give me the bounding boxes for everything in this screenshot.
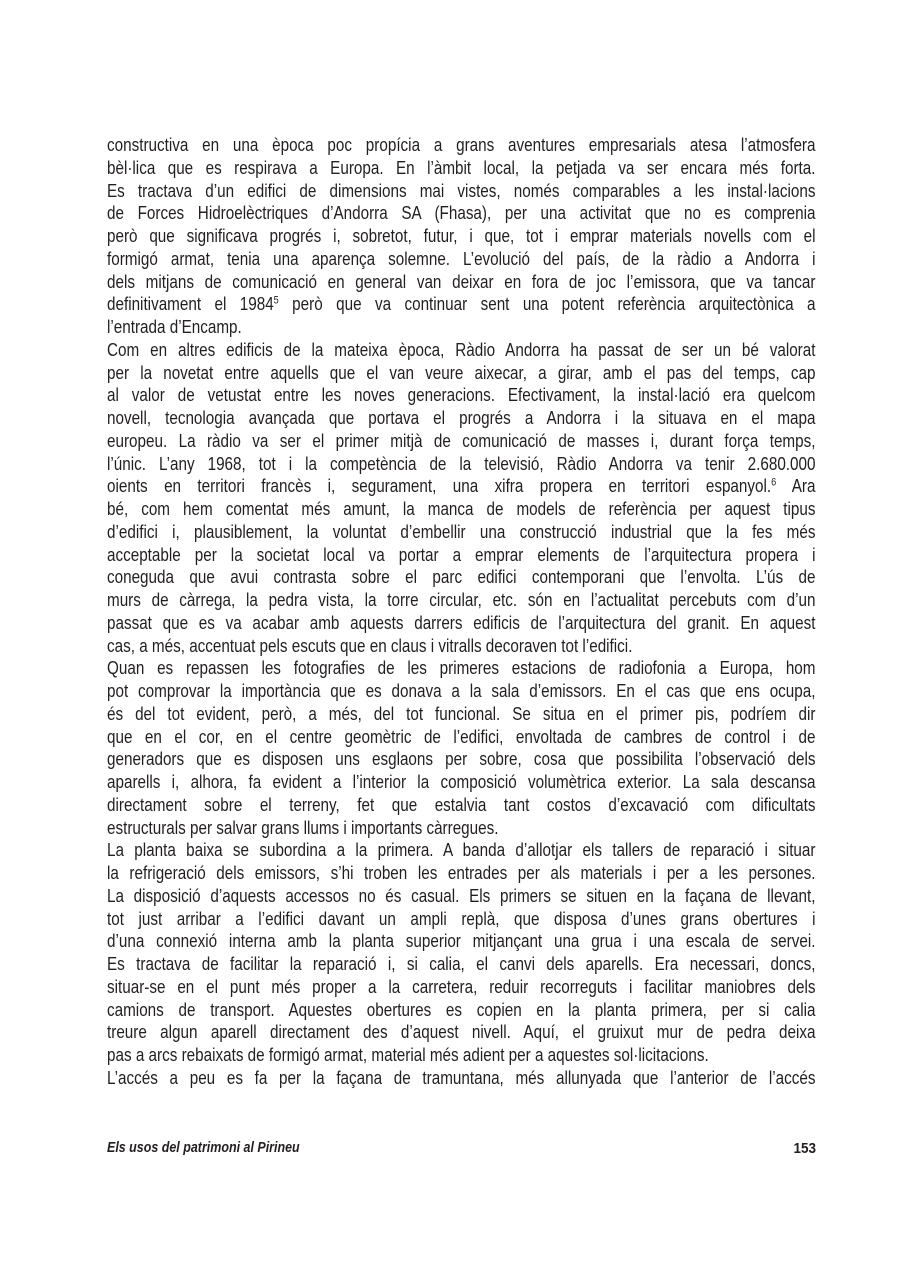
text-line-content: La planta baixa se subordina a la primera. A banda d’allotjar els tallers de reparació i situar: [107, 839, 816, 861]
page-number: 153: [793, 1140, 816, 1157]
text-line: [107, 453, 816, 476]
text-line-content: al valor de vetustat entre les noves generacions. Efectivament, la instal·lació era quelcom: [107, 384, 816, 406]
text-line-content: aparells i, alhora, fa evident a l’interior la composició volumètrica exterior. La sala descansa: [107, 771, 816, 792]
text-line: [107, 566, 816, 589]
text-line-content: cas, a més, accentuat pels escuts que en claus i vitralls decoraven tot l’edifici.: [107, 634, 633, 656]
text-line: [107, 384, 816, 407]
text-line-content: l’únic. L’any 1968, tot i la competència de la televisió, Ràdio Andorra va tenir 2.680.000: [107, 452, 816, 474]
text-line: [107, 953, 816, 976]
text-line-content: situar-se en el punt més proper a la carretera, reduir recorreguts i facilitar maniobres dels: [107, 975, 816, 997]
text-line: [107, 976, 816, 999]
text-line: [107, 908, 816, 931]
text-line: [107, 589, 816, 612]
text-line: [107, 885, 816, 908]
text-line: [107, 134, 816, 157]
text-line-content: pot comprovar la importància que es donava a la sala d’emissors. En el cas que ens ocupa,: [107, 680, 816, 701]
text-line-content: pas a arcs rebaixats de formigó armat, material més adient per a aquestes sol·licitacions.: [107, 1044, 709, 1065]
text-line: [107, 475, 816, 498]
text-line: [107, 180, 816, 203]
text-line-content: novell, tecnologia avançada que portava el progrés a Andorra i la situava en el mapa: [107, 407, 816, 428]
paragraph: [107, 839, 816, 1067]
text-line-content: definitivament el 1984$^5$ però que va continuar sent una potent referència arquitectònica a: [107, 293, 816, 315]
body-text: [107, 134, 816, 1090]
text-line: [107, 407, 816, 430]
text-line: [107, 657, 816, 680]
text-line-content: La disposició d’aquests accessos no és casual. Els primers se situen en la façana de llevant,: [107, 884, 816, 906]
text-line-content: europeu. La ràdio va ser el primer mitjà de comunicació de masses i, durant força temps,: [107, 429, 816, 451]
paragraph: [107, 339, 816, 658]
text-line-content: treure algun aparell directament des d’aquest nivell. Aquí, el gruixut mur de pedra deixa: [107, 1021, 816, 1043]
text-line-content: acceptable per la societat local va portar a emprar elements de l’arquitectura propera i: [107, 543, 816, 565]
text-line-content: tot just arribar a l’edifici davant un ampli replà, que disposa d’unes grans obertures i: [107, 907, 816, 929]
text-line-content: generadors que es disposen uns esglaons per sobre, cosa que possibilita l’observació dels: [107, 748, 816, 770]
text-line-content: dels mitjans de comunicació en general van deixar en fora de joc l’emissora, que va tancar: [107, 270, 816, 292]
text-line-content: bèl·lica que es respirava a Europa. En l’àmbit local, la petjada va ser encara més forta.: [107, 156, 816, 178]
text-line-content: Es tractava de facilitar la reparació i, si calia, el canvi dels aparells. Era necessari, doncs,: [107, 953, 816, 974]
text-line: [107, 839, 816, 862]
text-line: [107, 1067, 816, 1090]
text-line-content: de Forces Hidroelèctriques d’Andorra SA (Fhasa), per una activitat que no es comprenia: [107, 202, 816, 224]
text-line: [107, 703, 816, 726]
text-line: [107, 999, 816, 1022]
text-line-content: passat que es va acabar amb aquests darrers edificis de l’arquitectura del granit. En aquest: [107, 611, 816, 633]
text-line: [107, 726, 816, 749]
text-line-content: formigó armat, tenia una aparença solemne. L’evolució del país, de la ràdio a Andorra i: [107, 247, 816, 269]
text-line: [107, 498, 816, 521]
text-line: [107, 248, 816, 271]
text-line: [107, 202, 816, 225]
text-line: [107, 748, 816, 771]
text-line: [107, 794, 816, 817]
text-line-content: d’una connexió interna amb la planta superior mitjançant una grua i una escala de servei.: [107, 930, 816, 952]
text-line-content: Com en altres edificis de la mateixa època, Ràdio Andorra ha passat de ser un bé valorat: [107, 338, 816, 360]
text-line: [107, 521, 816, 544]
paragraph: [107, 134, 816, 339]
text-line-content: L’accés a peu es fa per la façana de tramuntana, més allunyada que l’anterior de l’accés: [107, 1066, 816, 1088]
text-line: [107, 635, 816, 658]
text-line-content: l’entrada d’Encamp.: [107, 316, 242, 337]
text-line-content: Es tractava d’un edifici de dimensions mai vistes, només comparables a les instal·lacions: [107, 179, 816, 201]
text-line: [107, 771, 816, 794]
text-line: [107, 680, 816, 703]
text-line: [107, 362, 816, 385]
text-line-content: directament sobre el terreny, fet que estalvia tant costos d’excavació com dificultats: [107, 793, 816, 815]
text-line-content: bé, com hem comentat més amunt, la manca de models de referència per aquest tipus: [107, 498, 816, 519]
text-line-content: oients en territori francès i, segurament, una xifra propera en territori espanyol.$^6$ Ara: [107, 475, 816, 497]
text-line: [107, 1044, 816, 1067]
text-line: [107, 271, 816, 294]
text-line-content: constructiva en una època poc propícia a grans aventures empresarials atesa l’atmosfera: [107, 134, 816, 155]
text-line-content: d’edifici i, plausiblement, la voluntat d’embellir una construcció industrial que la fes més: [107, 520, 816, 542]
text-line-content: que en el cor, en el centre geomètric de l’edifici, envoltada de cambres de control i de: [107, 725, 816, 747]
text-line: [107, 930, 816, 953]
text-line: [107, 817, 816, 840]
footnote-marker: 6: [771, 476, 777, 489]
text-line: [107, 293, 816, 316]
footnote-marker: 5: [273, 294, 279, 307]
paragraph: [107, 657, 816, 839]
text-line: [107, 157, 816, 180]
text-line: [107, 430, 816, 453]
text-line-content: camions de transport. Aquestes obertures es copien en la planta primera, per si calia: [107, 998, 816, 1020]
text-line-content: coneguda que avui contrasta sobre el parc edifici contemporani que l’envolta. L’ús de: [107, 566, 816, 588]
text-line: [107, 339, 816, 362]
text-line-content: la refrigeració dels emissors, s’hi troben les entrades per als materials i per a les persones.: [107, 862, 816, 883]
text-line-content: murs de càrrega, la pedra vista, la torre circular, etc. són en l’actualitat percebuts com d’un: [107, 589, 816, 610]
text-line-content: estructurals per salvar grans llums i importants càrregues.: [107, 816, 499, 838]
text-line-content: Quan es repassen les fotografies de les primeres estacions de radiofonia a Europa, hom: [107, 657, 816, 679]
text-line-content: és del tot evident, però, a més, del tot funcional. Se situa en el primer pis, podríem dir: [107, 702, 816, 724]
paragraph: [107, 1067, 816, 1090]
text-line-content: per la novetat entre aquells que el van veure aixecar, a girar, amb el pas del temps, cap: [107, 361, 816, 383]
running-title: Els usos del patrimoni al Pirineu: [107, 1140, 300, 1156]
text-line: [107, 544, 816, 567]
text-line-content: però que significava progrés i, sobretot, futur, i que, tot i emprar materials novells com el: [107, 225, 816, 246]
page-footer: [107, 1140, 816, 1162]
text-line: [107, 225, 816, 248]
text-line: [107, 316, 816, 339]
text-line: [107, 862, 816, 885]
text-line: [107, 612, 816, 635]
text-line: [107, 1021, 816, 1044]
